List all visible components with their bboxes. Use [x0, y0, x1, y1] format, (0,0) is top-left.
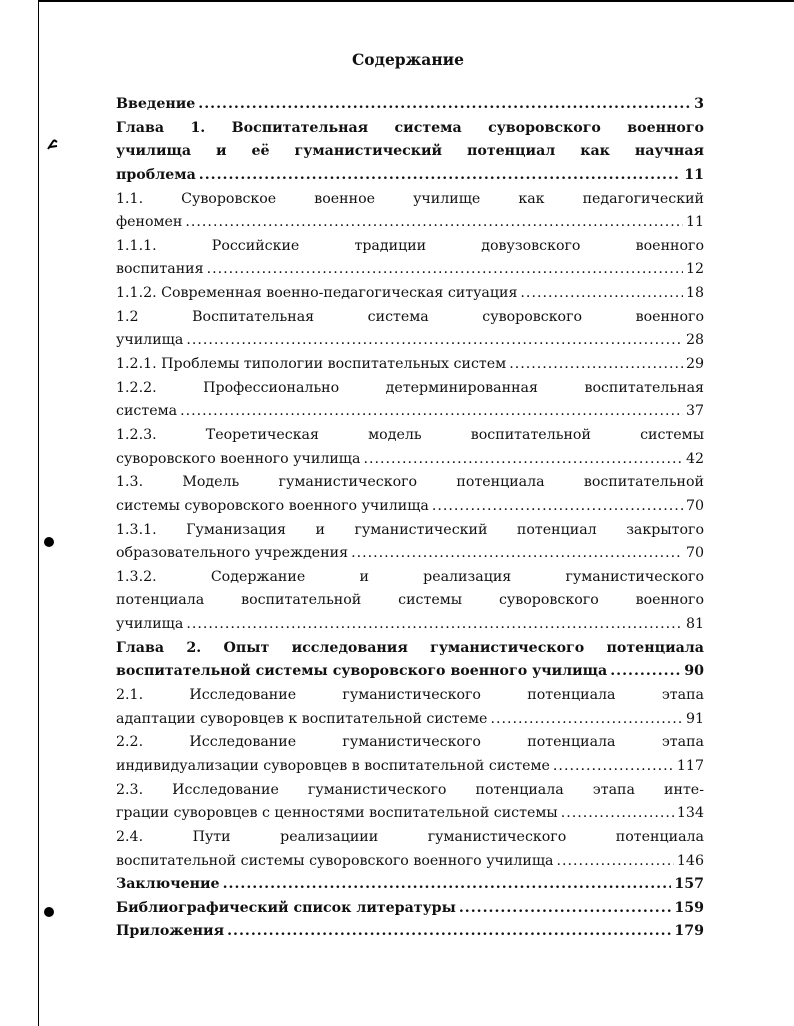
toc-entry-text: воспитательной системы суворовского военного училища [116, 663, 608, 680]
dot-leader [509, 353, 683, 377]
toc-entry [116, 519, 704, 566]
toc-entry-text: потенциала воспитательной системы суворовского военного [116, 592, 704, 609]
dot-leader [186, 613, 683, 637]
dot-leader [553, 755, 674, 779]
toc-page-number: 70 [685, 497, 704, 514]
toc-entry-text: Приложения [116, 923, 225, 940]
toc-entry-text: адаптации суворовцев к воспитательной системе [116, 710, 488, 727]
dot-leader [557, 850, 674, 874]
toc-page-number: 18 [685, 285, 704, 302]
dot-leader [351, 542, 683, 566]
toc-entry-text: училища [116, 332, 184, 349]
page-top-edge [38, 0, 794, 2]
toc-entry-text: Введение [116, 96, 196, 112]
toc-entry-text: 1.2.1. Проблемы типологии воспитательных систем [116, 356, 507, 373]
toc-entry [116, 235, 704, 282]
dot-leader [185, 211, 683, 235]
toc-entry [116, 188, 704, 235]
table-of-contents [116, 93, 704, 944]
toc-page-number: 81 [685, 616, 704, 633]
toc-page-number: 3 [694, 96, 704, 112]
toc-entry [116, 637, 704, 684]
toc-page-number: 11 [685, 214, 704, 231]
toc-entry [116, 471, 704, 518]
toc-entry-text: 1.2.3. Теоретическая модель воспитательной системы [116, 426, 704, 443]
toc-entry-text: Библиографический список литературы [116, 899, 456, 916]
toc-entry [116, 897, 704, 921]
toc-page-number: 90 [684, 663, 704, 680]
toc-entry-text: 2.3. Исследование гуманистического потенциала этапа инте- [116, 781, 704, 798]
toc-entry-text: 2.2. Исследование гуманистического потенциала этапа [116, 734, 704, 751]
dot-leader [198, 93, 691, 117]
toc-entry-text: 1.3.1. Гуманизация и гуманистический потенциал закрытого [116, 521, 704, 538]
toc-entry-text: 2.4. Пути реализациии гуманистического потенциала [116, 828, 704, 845]
toc-entry-text: Заключение [116, 876, 220, 893]
toc-entry-text: 1.1.2. Современная военно-педагогическая ситуация [116, 285, 518, 302]
toc-entry [116, 117, 704, 188]
toc-entry [116, 920, 704, 944]
dot-leader [186, 329, 683, 353]
toc-page-number: 146 [676, 852, 704, 869]
toc-entry-text: 1.1. Суворовское военное училище как педагогический [116, 190, 704, 207]
toc-entry-text: 1.1.1. Российские традиции довузовского военного [116, 237, 704, 254]
toc-page-number: 157 [674, 876, 704, 893]
dot-leader [459, 897, 672, 921]
toc-entry-text: училища и её гуманистический потенциал как научная [116, 143, 704, 160]
toc-page-number: 179 [674, 923, 704, 940]
page-left-edge [38, 0, 39, 1026]
toc-entry [116, 779, 704, 826]
toc-page-number: 28 [685, 332, 704, 349]
toc-entry-text: феномен [116, 214, 183, 231]
toc-entry-text: Глава 1. Воспитательная система суворовского военного [116, 119, 704, 136]
toc-page-number: 42 [685, 450, 704, 467]
toc-entry-text: Глава 2. Опыт исследования гуманистического потенциала [116, 639, 704, 656]
toc-entry [116, 282, 704, 306]
toc-entry [116, 731, 704, 778]
toc-entry-text: система [116, 403, 178, 420]
toc-page-number: 91 [685, 710, 704, 727]
dot-leader [223, 873, 672, 897]
toc-page-number: 159 [674, 899, 704, 916]
toc-entry-text: 2.1. Исследование гуманистического потенциала этапа [116, 687, 704, 704]
binder-hole-icon [44, 907, 54, 917]
toc-entry [116, 424, 704, 471]
toc-entry [116, 873, 704, 897]
toc-entry [116, 353, 704, 377]
toc-entry-text: суворовского военного училища [116, 450, 361, 467]
toc-entry-text: 1.2 Воспитательная система суворовского военного [116, 308, 704, 325]
toc-entry [116, 566, 704, 637]
dot-leader [227, 920, 671, 944]
toc-entry-text: образовательного учреждения [116, 545, 349, 562]
toc-entry-text: воспитательной системы суворовского военного училища [116, 852, 554, 869]
toc-entry-text: училища [116, 616, 184, 633]
page-title: Содержание [351, 50, 465, 69]
toc-entry [116, 93, 704, 117]
toc-page-number: 134 [676, 805, 704, 822]
toc-page-number: 117 [676, 757, 704, 774]
toc-entry-text: проблема [116, 166, 196, 183]
toc-entry-text: индивидуализации суворовцев в воспитательной системе [116, 757, 550, 774]
dot-leader [610, 660, 681, 684]
toc-entry-text: 1.3. Модель гуманистического потенциала воспитательной [116, 474, 704, 491]
toc-entry-text: 1.3.2. Содержание и реализация гуманистического [116, 568, 704, 585]
dot-leader [561, 802, 674, 826]
toc-page-number: 11 [684, 166, 704, 183]
dot-leader [432, 495, 683, 519]
toc-entry-text: воспитания [116, 261, 204, 278]
binder-hole-icon [44, 537, 54, 547]
toc-entry [116, 377, 704, 424]
dot-leader [199, 164, 681, 188]
dot-leader [363, 448, 683, 472]
toc-entry-text: грации суворовцев с ценностями воспитательной системы [116, 805, 558, 822]
toc-entry-text: системы суворовского военного училища [116, 497, 429, 514]
toc-entry-text: 1.2.2. Профессионально детерминированная воспитательная [116, 379, 704, 396]
dot-leader [520, 282, 683, 306]
toc-page-number: 12 [685, 261, 704, 278]
pen-mark-icon [45, 136, 61, 152]
toc-entry [116, 826, 704, 873]
dot-leader [207, 258, 683, 282]
dot-leader [180, 400, 683, 424]
toc-entry [116, 684, 704, 731]
dot-leader [490, 708, 682, 732]
toc-page-number: 29 [685, 356, 704, 373]
toc-page-number: 70 [685, 545, 704, 562]
toc-entry [116, 306, 704, 353]
toc-page-number: 37 [685, 403, 704, 420]
